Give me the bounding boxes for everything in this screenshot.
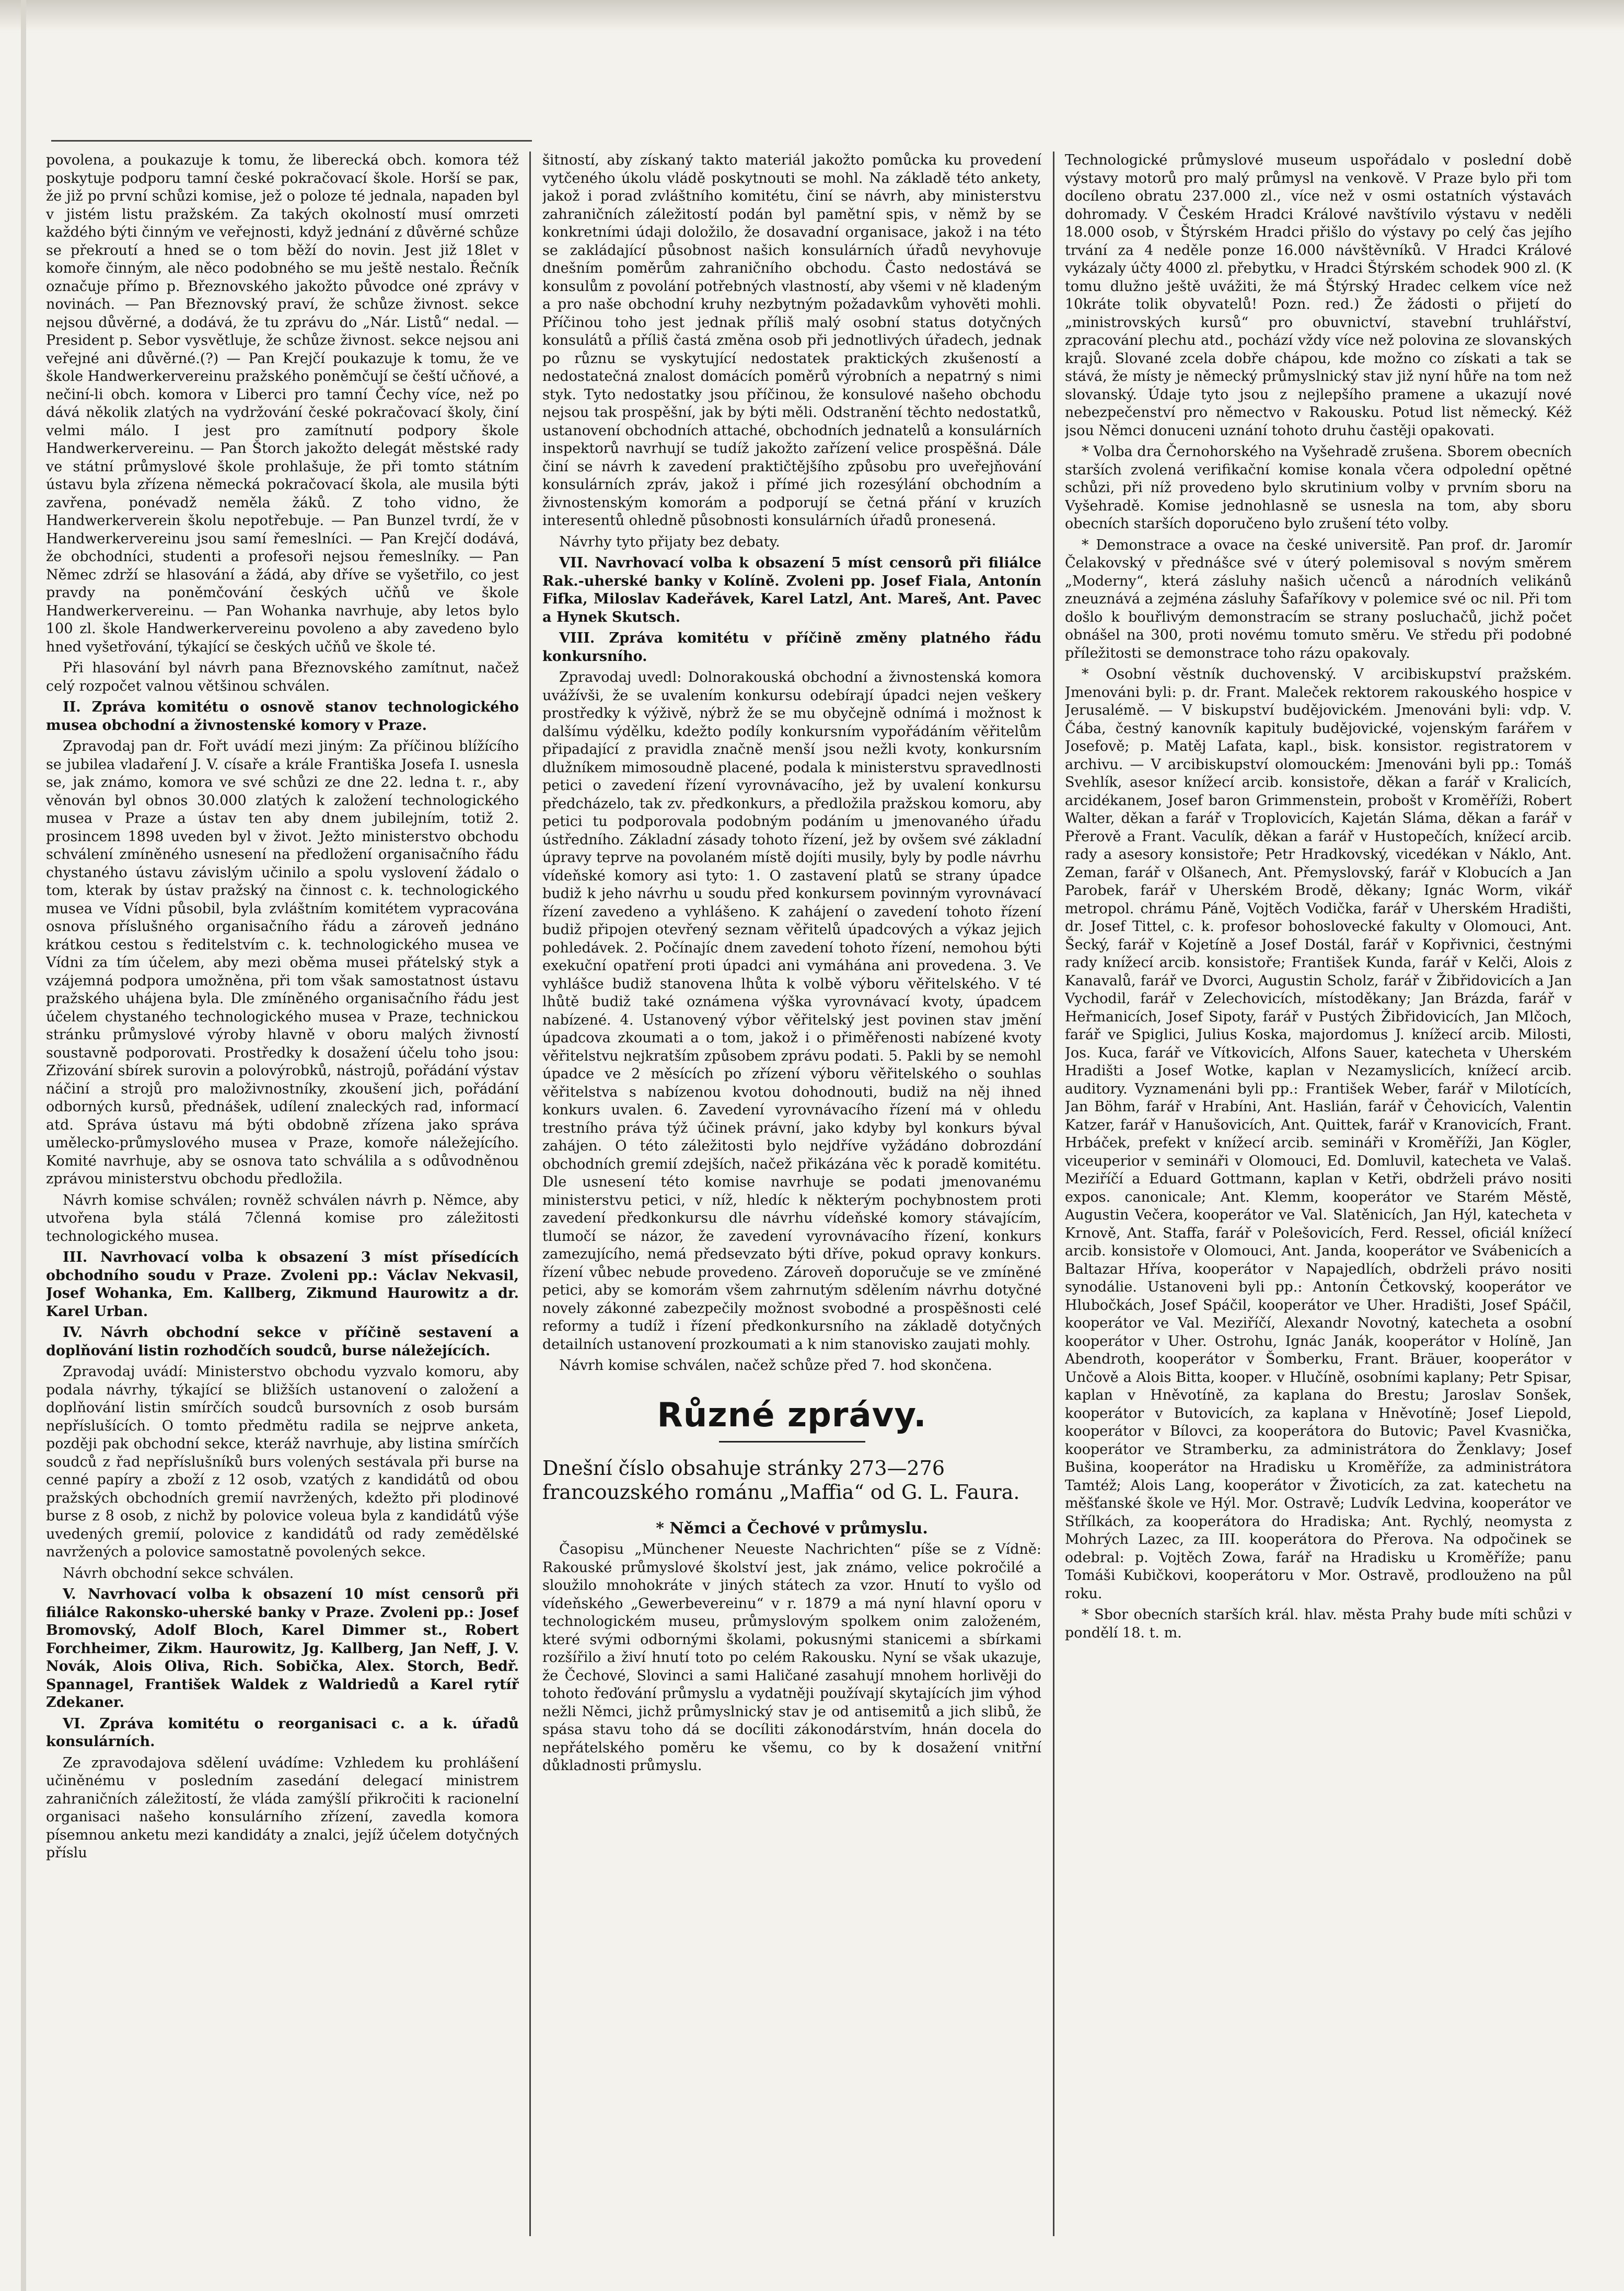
paragraph: * Volba dra Černohorského na Vyšehradě zrušena. Sborem obecních starších zvolená verifikační komise konala včera odpolední opětné schůzi, při níž provedeno bylo skrutinium volby v prvním sboru na Vyšehradě. Komise jednohlasně se usnesla na tom, aby sboru obecních starších doporučeno bylo zrušení této volby.	[1065, 444, 1572, 532]
paragraph: Návrh obchodní sekce schválen.	[63, 1565, 294, 1581]
section-title: VIII. Zpráva komitétu v příčině změny platného řádu konkursního.	[542, 630, 1041, 665]
section-title: VI. Zpráva komitétu o reorganisaci c. a k. úřadů konsulárních.	[46, 1715, 519, 1750]
paragraph: * Sbor obecních starších král. hlav. města Prahy bude míti schůzi v pondělí 18. t. m.	[1065, 1607, 1572, 1641]
paragraph: Návrh komise schválen, načež schůze před 7. hod skončena.	[559, 1357, 992, 1374]
paragraph: Zpravodaj uvádí: Ministerstvo obchodu vyzvalo komoru, aby podala návrhy, týkající se bližších ustanovení o založení a doplňování listin smírčích soudců bursovních z osob bursám nepříslušících. O tomto předmětu radila se nejprve anketa, později pak obchodní sekce, kteráž navrhuje, aby listina smírčích soudců z řad nepříslušníků burs volených sestávala při burse na cenné papíry a zboží z 12 osob, vzatých z kandidátů od obou pražských obchodních gremií navržených, kdežto při plodinové burse z 8 osob, z nichž by polovice voleua byla z kandidátů výše uvedených gremií, polovice z kandidátů od rady zemědělské navržených a polovice samostatně povolených sekce.	[46, 1364, 519, 1560]
column-1	[46, 152, 519, 2252]
section-title: II. Zpráva komitétu o osnově stanov technologického musea obchodní a živnostenské komory v Praze.	[46, 699, 519, 734]
section-title: V. Navrhovací volba k obsazení 10 míst censorů při filiálce Rakonsko-uherské banky v Praze. Zvoleni pp.: Josef Bromovský, Adolf Bloch, Karel Dimmer st., Robert Forchheimer, Zikm. Haurowitz, Jg. Kallberg, Jan Neff, J. V. Novák, Alois Oliva, Rich. Sobička, Alex. Storch, Bedř. Spannagel, František Waldek z Waldriedů a Karel rytíř Zdekaner.	[46, 1586, 519, 1711]
paragraph: Návrh komise schválen; rovněž schválen návrh p. Němce, aby utvořena byla stálá 7členná komise pro záležitosti technologického musea.	[46, 1192, 519, 1245]
paragraph: Ze zpravodajova sdělení uvádíme: Vzhledem ku prohlášení učiněnému v posledním zasedání delegací ministrem zahraničních záležitostí, že vláda zamýšlí přikročiti k racionelní organisaci našeho konsulárního zřízení, zavedla komora písemnou anketu mezi kandidáty a znalci, jejíž účelem dotyčných příslu	[46, 1754, 519, 1861]
section-heading: Různé zprávy.	[657, 1395, 927, 1435]
article-title: * Němci a Čechové v průmyslu.	[656, 1519, 928, 1538]
column-2	[542, 152, 1041, 2252]
column-3	[1065, 152, 1572, 2252]
page-shadow-top	[0, 0, 1624, 31]
paragraph: * Demonstrace a ovace na české universitě. Pan prof. dr. Jaromír Čelakovský v přednášce své v úterý polemisoval s novým směrem „Moderny“, která zásluhy našich učenců a národních velikánů zneuznává a zejména zásluhy Šafaříkovy v polemice své oc nil. Při tom došlo k bouřlivým demonstracím se strany posluchačů, jichž počet obnášel na 300, proti novému tomuto směru. Ve středu při podobné příležitosti se demonstrace toho rázu opakovaly.	[1065, 537, 1572, 661]
column-rule-1	[529, 152, 531, 2236]
paragraph: Zpravodaj pan dr. Fořt uvádí mezi jiným: Za příčinou blížícího se jubilea vladaření J. V. císaře a krále Františka Josefa I. usnesla se, jak známo, komora ve své schůzi ze dne 22. ledna t. r., aby věnován byl obnos 30.000 zlatých k založení technologického musea v Praze a ústav ten aby dnem jubilejním, totiž 2. prosincem 1898 uveden byl v život. Ježto ministerstvo obchodu schválení zmíněného usnesení na předložení organisačního řádu chystaného ústavu závislým učinilo a spolu vyslovení žádalo o tom, kterak by ústav pražský na činnost c. k. technologického musea ve Vídni působil, byla zvláštním komitétem vypracována osnova příslušného organisačního řádu a zároveň jednáno krátkou cestou s ředitelstvím c. k. technologického musea ve Vídni za tím účelem, aby mezi oběma musei přátelský styk a vzájemná podpora umožněna, při tom však samostatnost ústavu pražského uhájena byla. Dle zmíněného organisačního řádu jest účelem chystaného technologického musea v Praze, technickou stránku průmyslové výroby hlavně v oboru malých živností soustavně podporovati. Prostředky k dosažení účelu toho jsou: Zřizování sbírek surovin a polovýrobků, nástrojů, pořádání výstav náčiní a strojů pro maloživnostníky, zkoušení jich, pořádání odborných kursů, přednášek, udílení znaleckých rad, informací atd. Správa ústavu má býti obdobně zřízena jako správa umělecko-průmyslového musea v Praze, komoře náležejícího. Komité navrhuje, aby se osnova tato schválila a s odůvodněnou zprávou ministerstvu obchodu předložila.	[46, 738, 519, 1187]
paragraph: Návrhy tyto přijaty bez debaty.	[559, 533, 780, 550]
column-rule-2	[1053, 152, 1054, 2236]
paragraph: povolena, a poukazuje k tomu, že liberecká obch. komora též poskytuje podporu tamní české pokračovací škole. Horší se paк, že již po první schůzi komise, jež o poloze té jednala, napaden byl v jistém listu pražském. Za takých okolností musí omrzeti každého býti činným ve veřejnosti, když jednání z důvěrné schůze se překroutí a hned se o tom běží do novin. Jest již 18let v komoře činným, ale něco podobného se mu ještě nestalo. Řečník označuje přímo p. Březnovského jakožto původce oné zprávy v novinách. — Pan Březnovský praví, že schůze živnost. sekce nejsou důvěrné, a dodává, že tu zprávu do „Nár. Listů“ nedal. — President p. Sebor vysvětluje, že schůze živnost. sekce nejsou ani veřejné ani důvěrné.(?) — Pan Krejčí poukazuje k tomu, že ve škole Handwerkervereinu pražského poněmčují se čeští učňové, a nečiní-li obch. komora v Liberci pro tamní Čechy více, než po dává několik zlatých na vydržování české pokračovací školy, činí velmi málo. I jest pro zamítnutí podpory škole Handwerkervereinu. — Pan Štorch jakožto delegát městské rady ve státní průmyslové škole prohlašuje, že při tomto státním ústavu byla zřízena německá pokračovací škola, ale musila býti zavřena, ponévadž neměla žáků. Z toho vidno, že Handwerkerverein školu nepotřebuje. — Pan Bunzel tvrdí, že v Handwerkervereinu jsou samí řemeslníci. — Pan Krejčí dodává, že obchodníci, studenti a profesoři nejsou řemeslníky. — Pan Němec zdrží se hlasování a žádá, aby dříve se vyšetřilo, co jest pravdy na poněmčování českých učňů ve škole Handwerkervereinu. — Pan Wohanka navrhuje, aby letos bylo 100 zl. škole Handwerkervereinu povoleno a aby zavedeno bylo hned vyšetřování, týkající se českých učňů ve škole té.	[46, 152, 519, 655]
section-title: IV. Návrh obchodní sekce v příčině sestavení a doplňování listin rozhodčích soudců, burse náležejících.	[46, 1324, 519, 1359]
top-rule	[51, 140, 532, 142]
paragraph: Technologické průmyslové museum uspořádalo v poslední době výstavy motorů pro malý průmysl na venkově. V Praze bylo při tom docíleno obratu 237.000 zl., více než v osmi ostatních výstavách dohromady. V Českém Hradci Králové navštívilo výstavu v neděli 18.000 osob, v Štýrském Hradci přišlo do výstavy po celý čas jejího trvání za 4 neděle ponze 16.000 návštěvníků. V Hradci Králové vykázaly účty 4000 zl. přebytku, v Hradci Štýrském schodek 900 zl. (K tomu dlužno ještě uvážiti, že má Štýrský Hradec celkem více než 10kráte tolik obyvatelů! Pozn. red.) Že žádosti o přijetí do „ministrovských kursů“ pro obuvnictví, stavební truhlářství, zpracování plechu atd., pochází vždy více než polovina ze slovanských krajů. Slované zcela dobře chápou, kde možno co získati a tak se stává, že místy je německý průmyslnický stav již nyní hůře na tom než slovanský. Údaje tyto jsou z nejlepšího pramene a ukazují nové nebezpečenství pro němectvo v Rakousku. Potud list německý. Kéž jsou Němci donuceni uznání tohoto druhu častěji opakovati.	[1065, 152, 1572, 439]
lead-notice: Dnešní číslo obsahuje stránky 273—276 francouzského románu „Maffia“ od G. L. Faura.	[542, 1456, 1020, 1504]
paragraph: Při hlasování byl návrh pana Březnovského zamítnut, načež celý rozpočet valnou většinou schválen.	[46, 660, 519, 694]
section-title: VII. Navrhovací volba k obsazení 5 míst censorů při filiálce Rak.-uherské banky v Kolíně. Zvoleni pp. Josef Fiala, Antonín Fifka, Miloslav Kadeřávek, Karel Latzl, Ant. Mareš, Ant. Pavec a Hynek Skutsch.	[542, 555, 1041, 625]
paragraph: šitností, aby získaný takto materiál jakožto pomůcka ku provedení vytčeného úkolu vládě poskytnouti se mohl. Na základě této ankety, jakož i porad zvláštního komitétu, činí se návrh, aby ministerstvu zahraničních záležitostí podán byl pamětní spis, v němž by se konkretními údaji doložilo, že dosavadní organisace, jakož i na této se zakládající působnost našich konsulárních úřadů nevyhovuje dnešním poměrům zahraničního obchodu. Často nedostává se konsulům z povolání potřebných vlastností, aby všemi v ně kladeným a pro naše obchodní kruhy nezbytným požadavkům vyhověti mohli. Příčinou toho jest jednak příliš malý osobní status dotyčných konsulátů a příliš častá změna osob při jednotlivých úřadech, jednak po různu se vyskytující nedostatek praktických zkušeností a nedostatečná znalost domácích poměrů výrobních a nepatrný s nimi styk. Tyto nedostatky jsou příčinou, že konsulové našeho obchodu nejsou tak prospěšní, jak by býti měli. Odstranění těchto nedostatků, ustanovení obchodních attaché, obchodních jednatelů a konsulárních inspektorů navrhují se tudíž jakožto zařízení velice prospěšná. Dále činí se návrh k zavedení praktičtějšího způsobu pro uveřejňování konsulárních zpráv, jakož i přímé jich rozesýlání obchodním a živnostenským komorám a podporují se četná přání v kruzích interesentů ohledně působnosti konsulárních úřadů pronesená.	[542, 152, 1041, 529]
section-title: III. Navrhovací volba k obsazení 3 míst přísedících obchodního soudu v Praze. Zvoleni pp.: Václav Nekvasil, Josef Wohanka, Em. Kallberg, Zikmund Haurowitz a dr. Karel Urban.	[46, 1249, 519, 1320]
paragraph: * Osobní věstník duchovenský. V arcibiskupství pražském. Jmenováni byli: p. dr. Frant. Maleček rektorem rakouského hospice v Jerusalémě. — V biskupství budějovickém. Jmenováni byli: vdp. V. Čába, čestný kanovník kapituly budějovické, vojenským farářem v Josefově; p. Matěj Lafata, kapl., bisk. konsistor. registratorem v archivu. — V arcibiskupství olomouckém: Jmenováni byli pp.: Tomáš Svehlík, asesor knížecí arcib. konsistoře, děkan a farář v Kralicích, arcidékanem, Josef baron Grimmenstein, probošt v Kroměříži, Robert Walter, děkan a farář v Troplovicích, Kajetán Sláma, děkan a farář v Přerově a Frant. Vaculík, děkan a farář v Hustopečích, knížecí arcib. rady a asesory konsistoře; Petr Hradkovský, vicedékan v Náklo, Ant. Zeman, farář v Olšanech, Ant. Přemyslovský, farář v Klobucích a Jan Parobek, farář v Uherském Brodě, děkany; Ignác Worm, vikář metropol. chrámu Páně, Vojtěch Vodička, farář v Uherském Hradišti, dr. Josef Tittel, c. k. profesor bohoslovecké fakulty v Olomouci, Ant. Šecký, farář v Kojetíně a Josef Dostál, farář v Kopřivnici, čestnými rady knížecí arcib. konsistoře; František Kunda, farář v Kelči, Alois z Kanavalů, farář ve Dvorci, Augustin Scholz, farář v Žibřidovicích a Jan Vychodil, farář v Zelechovicích, místoděkany; Jan Brázda, farář v Heřmanicích, Josef Sipoty, farář v Pustých Žibřidovicích, Jan Mlčoch, farář ve Spiglici, Julius Koska, majordomus J. knížecí arcib. Milosti, Jos. Kuca, farář ve Vítkovicích, Alfons Sauer, katecheta v Uherském Hradišti a Josef Wotke, kaplan v Nezamyslicích, knížecí arcib. auditory. Vyznamenáni byli pp.: František Weber, farář v Milotících, Jan Böhm, farář v Hrabíni, Ant. Haslián, farář v Čehovicích, Valentin Katzer, farář v Hanušovicích, Ant. Quittek, farář v Kranovicích, Frant. Hrbáček, prefekt v knížecí arcib. semináři v Kroměříži, Jan Kögler, viceuperior v semináři v Olomouci, Ed. Domluvil, katecheta ve Valaš. Meziříčí a Eduard Gottmann, kaplan v Ketři, obdrželi právo nositi expos. canonicale; Ant. Klemm, kooperátor ve Starém Městě, Augustin Večera, kooperátor ve Val. Slatěnicích, Jan Hýl, katecheta v Krnově, Ant. Staffa, farář v Polešovicích, Ferd. Ressel, oficiál knížecí arcib. konsistoře v Olomouci, Ant. Janda, kooperátor ve Svábenicích a Baltazar Hříva, kooperátor v Napajedlích, obdrželi právo nositi synodálie. Ustanoveni byli pp.: Antonín Četkovský, kooperátor ve Hlubočkách, Josef Spáčil, kooperátor ve Uher. Hradišti, Josef Spáčil, kooperátor ve Val. Meziříčí, Alexandr Novotný, katecheta a osobní kooperátor v Uher. Ostrohu, Ignác Janák, kooperátor v Holíně, Jan Abendroth, kooperátor v Šomberku, Frant. Bräuer, kooperátor v Unčově a Alois Bitta, kooper. v Hlučíně, osobními kaplany; Petr Spisar, kaplan v Hněvotíně, za kaplana do Brestu; Jaroslav Sonšek, kooperátor v Butovicích, za kaplana v Hněvotíně; Josef Liepold, kooperátor v Bílovci, za kooperátora do Butovic; Pavel Kvasnička, kooperátor ve Stramberku, za administrátora do Ženklavy; Josef Bušina, kooperátor na Hradisku u Kroměříže, za administrátora Tamtéž; Alois Lang, kooperátor v Životicích, za zat. katechetu na měšťanské škole ve Hýl. Mor. Ostravě; Ludvík Ledvina, kooperátor ve Střílkách, za kooperátora do Hradiska; Ant. Rychlý, neomysta z Mohrých Lazec, za III. kooperátora do Přerova. Na odpočinek se odebral: p. Vojtěch Zowa, farář na Hradisku u Kroměříže; panu Tomáši Kubičkovi, kooperátoru v Mor. Ostravě, prodlouženo na půl roku.	[1065, 666, 1572, 1602]
heading-rule	[719, 1441, 865, 1443]
paragraph: Časopisu „Münchener Neueste Nachrichten“ píše se z Vídně: Rakouské průmyslové školství jest, jak známo, velice pokročilé a sloužilo mnohokráte v jiných státech za vzor. Hnutí to vyšlo od vídeňského „Gewerbevereinu“ v r. 1879 a má nyní hlavní oporu v technologickém museu, průmyslovým spolkem onim založeném, které svými odbornými školami, pokusnými stanicemi a sbírkami rozšířilo a živí hnutí toto po celém Rakousku. Nyní se však ukazuje, že Čechové, Slovinci a sami Haličané zasahují mnohem horlivěji do tohoto řeďování průmyslu a vydatněji používají skytajících jim výhod nežli Němci, jichž průmyslnický stav je od antisemitů a jich slibů, že spása stavu toho dá se docíliti zákonodárstvím, hnán docela do nepřátelského poměru ke všemu, co by k dosažení vnitřní důkladnosti průmyslu.	[542, 1541, 1041, 1774]
paragraph: Zpravodaj uvedl: Dolnorakouská obchodní a živnostenská komora uvážívši, že se uvalením konkursu odebírají úpadci nejen veškery prostředky k výživě, nýbrž že se mu obyčejně odnímá i možnost k dalšímu výdělku, kdežto podíly konkursním vypořádáním věřitelům připadající z pravidla značně menší jsou nežli kvoty, konkursním dlužníkem mimosoudně placené, podala k ministerstvu spravedlnosti petici o zavedení řízení vyrovnávacího, jež by uvalení konkursu předcházelo, tak zv. předkonkurs, a předložila pražskou komoru, aby petici tu podporovala podobným podáním u jmenovaného úřadu ústředního. Základní zásady tohoto řízení, jež by ovšem své základní úpravy teprve na povolaném místě dojíti musily, byly by podle návrhu vídeňské komory asi tyto: 1. O zastavení platů se strany úpadce budiž k jeho návrhu u soudu před konkursem povinným vyrovnávací řízení zavedeno a vyhlášeno. K zahájení o zavedení tohoto řízení budiž připojen otevřený seznam věřitelů úpadcových a výkaz jejich pohledávek. 2. Počínajíc dnem zavedení tohoto řízení, nemohou býti exekuční opatření proti úpadci ani vymáhána ani provedena. 3. Ve vyhlášce budiž stanovena lhůta k volbě výboru věřitelského. V té lhůtě budiž také oznámena výška vyrovnávací kvoty, úpadcem nabízené. 4. Ustanovený výbor věřitelský jest povinen stav jmění úpadcova zkoumati a o tom, jakož i o přiměřenosti nabízené kvoty věřitelstvu nejkratším způsobem zprávu podati. 5. Pakli by se nemohl úpadce ve 2 měsících po zřízení výboru věřitelského o souhlas věřitelstva s nabízenou kvotou dohodnouti, budiž na něj ihned konkurs uvalen. 6. Zavedení vyrovnávacího řízení má v ohledu trestního práva týž účinek právní, jako kdyby byl konkurs býval zahájen. O této záležitosti bylo nejdříve vyžádáno dobrozdání obchodních gremií zdejších, načež přikázána věc k poradě komitétu. Dle usnesení této komise navrhuje se podati jmenovanému ministerstvu petici, v níž, hledíc k některým pochybnostem proti zavedení předkonkursu dle návrhu vídeňské komory stávajícím, tlumočí se názor, že zavedení vyrovnávacího řízení, konkurs zamezujícího, nemá předsevzato býti dříve, pokud opravy konkurs. řízení vůbec nebude provedeno. Zároveň doporučuje se ve zmíněné petici, aby se komorám všem zahrnutým sdělením návrhu dotyčné novely zákonné zabezpečily možnost svobodné a prospěšnosti celé reformy a tudíž i řízení předkonkursního na základě dotyčných detailních ustanovení prozkoumati a k nim stanovisko zaujati mohly.	[542, 669, 1041, 1353]
newspaper-page	[46, 152, 1572, 2252]
page-binding-edge	[21, 0, 26, 2291]
